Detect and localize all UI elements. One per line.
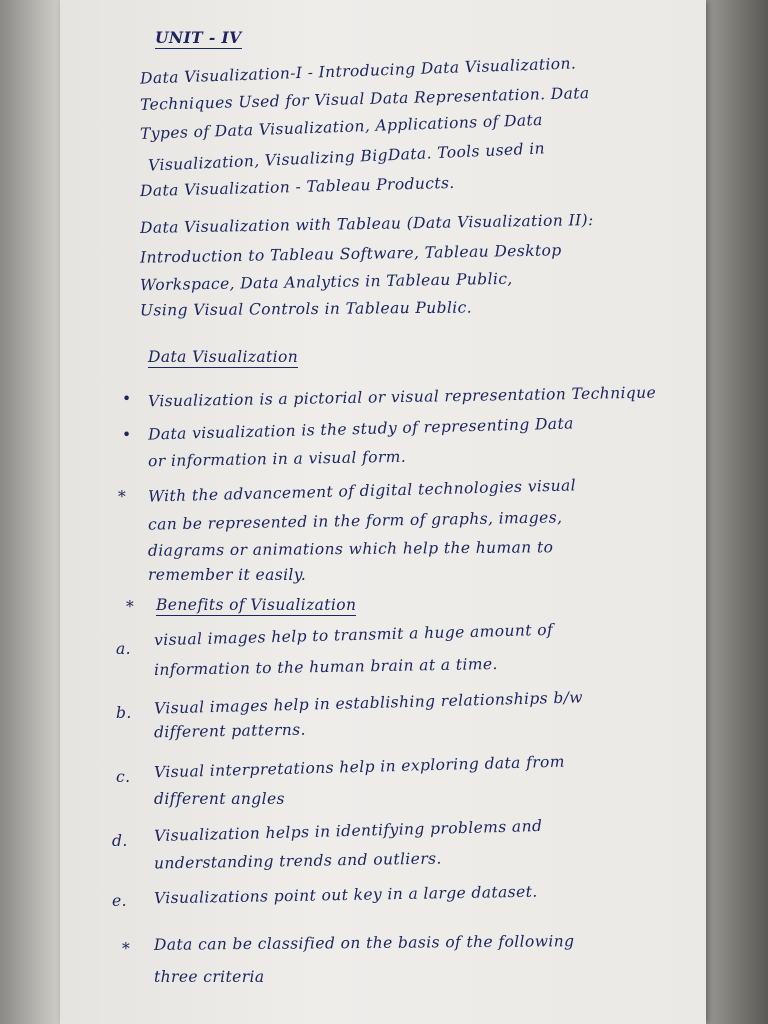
notebook-page: [60, 0, 706, 1024]
benefit-line-6: different angles: [154, 790, 285, 808]
bullet-line-7: remember it easily.: [148, 566, 307, 584]
bullet-marker-3: *: [118, 488, 127, 506]
benefit-line-3: Visual images help in establishing relationships b/w: [153, 688, 584, 718]
bullet-line-6: diagrams or animations which help the human to: [147, 538, 554, 560]
benefits-heading: Benefits of Visualization: [156, 596, 357, 614]
syllabus-line-9: Using Visual Controls in Tableau Public.: [139, 298, 473, 320]
benefit-line-8: understanding trends and outliers.: [153, 849, 442, 873]
benefit-line-11: three criteria: [154, 968, 265, 986]
benefit-marker-a: a.: [116, 640, 131, 658]
syllabus-line-7: Introduction to Tableau Software, Tableau Desktop: [139, 241, 562, 267]
benefit-marker-star: *: [122, 940, 131, 958]
benefit-line-4: different patterns.: [153, 720, 307, 742]
benefit-marker-c: c.: [116, 768, 131, 786]
syllabus-line-4: Visualization, Visualizing BigData. Tools used in: [147, 139, 546, 175]
background-right: [704, 0, 768, 1024]
bullet-line-4: With the advancement of digital technologies visual: [147, 476, 577, 506]
benefit-marker-b: b.: [116, 704, 132, 722]
benefit-marker-e: e.: [112, 892, 127, 910]
benefit-line-9: Visualizations point out key in a large dataset.: [153, 882, 538, 908]
benefits-marker: *: [126, 598, 135, 616]
syllabus-line-5: Data Visualization - Tableau Products.: [139, 173, 455, 201]
bullet-line-3: or information in a visual form.: [147, 447, 407, 471]
benefit-line-1: visual images help to transmit a huge amount of: [153, 620, 554, 650]
syllabus-line-3: Types of Data Visualization, Applications of Data: [139, 110, 544, 144]
syllabus-line-1: Data Visualization-I - Introducing Data Visualization.: [139, 54, 577, 88]
section-heading: Data Visualization: [148, 348, 299, 366]
bullet-marker-2: •: [122, 426, 132, 444]
bullet-line-1: Visualization is a pictorial or visual representation Technique: [147, 383, 657, 411]
syllabus-line-6: Data Visualization with Tableau (Data Visualization II):: [139, 211, 594, 237]
bullet-line-2: Data visualization is the study of representing Data: [147, 414, 574, 444]
syllabus-line-2: Techniques Used for Visual Data Representation. Data: [139, 84, 590, 114]
syllabus-line-8: Workspace, Data Analytics in Tableau Public,: [139, 269, 513, 295]
bullet-marker-1: •: [122, 390, 132, 408]
bullet-line-5: can be represented in the form of graphs, images,: [147, 508, 563, 534]
benefit-line-10: Data can be classified on the basis of the following: [153, 932, 575, 954]
benefit-line-2: information to the human brain at a time.: [153, 655, 498, 679]
benefit-line-7: Visualization helps in identifying problems and: [153, 816, 543, 846]
unit-title: UNIT - IV: [155, 28, 242, 47]
benefit-marker-d: d.: [112, 832, 128, 850]
benefit-line-5: Visual interpretations help in exploring data from: [153, 752, 566, 782]
